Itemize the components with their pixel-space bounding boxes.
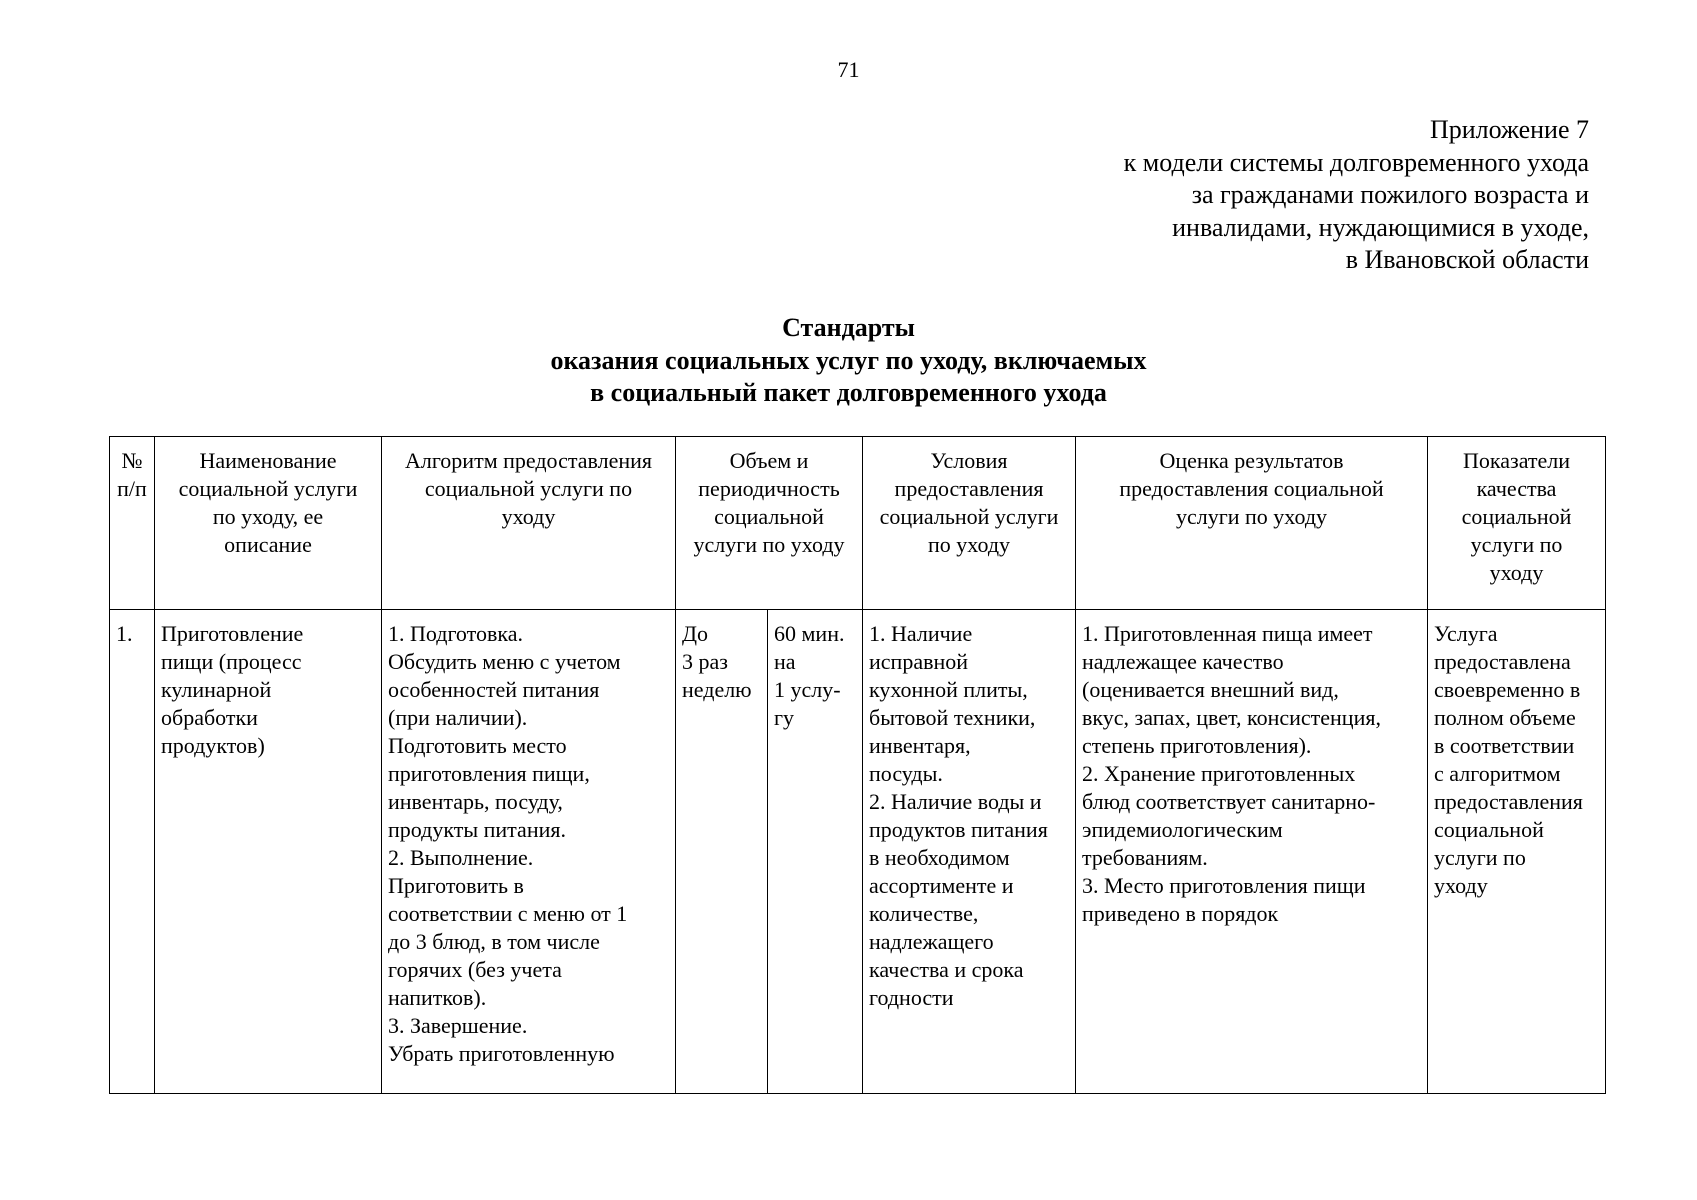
cell-text-line: горячих (без учета bbox=[388, 957, 562, 982]
header-cell-quality bbox=[1428, 437, 1606, 610]
cell-text-line: Приготовление bbox=[161, 621, 304, 646]
cell-text-line: приведено в порядок bbox=[1082, 901, 1279, 926]
appendix-line: за гражданами пожилого возраста и bbox=[1191, 180, 1589, 209]
cell-text-line: 1. bbox=[116, 621, 133, 646]
cell-text-line: услуги по уходу bbox=[693, 532, 845, 557]
cell-text-line: Объем и bbox=[729, 448, 809, 473]
header-cell-service-name bbox=[155, 437, 382, 610]
cell-text-line: Обсудить меню с учетом bbox=[388, 649, 621, 674]
cell-text-line: по уходу, ее bbox=[212, 504, 324, 529]
appendix-reference bbox=[1124, 114, 1589, 277]
cell-text-line: на bbox=[774, 649, 796, 674]
cell-text-line: продукты питания. bbox=[388, 817, 566, 842]
cell-text-line: посуды. bbox=[869, 761, 943, 786]
cell-text-line: услуги по bbox=[1434, 845, 1526, 870]
cell-text-line: 1. Приготовленная пища имеет bbox=[1082, 621, 1373, 646]
cell-text-line: предоставления социальной bbox=[1119, 476, 1384, 501]
header-cell-number bbox=[110, 437, 155, 610]
cell-text-line: инвентаря, bbox=[869, 733, 971, 758]
cell-algorithm bbox=[382, 610, 676, 1094]
title-line: Стандарты bbox=[782, 313, 915, 342]
cell-text-line: требованиям. bbox=[1082, 845, 1208, 870]
cell-text-line: социальной услуги bbox=[178, 476, 358, 501]
page-number: 71 bbox=[837, 57, 860, 82]
appendix-line: к модели системы долговременного ухода bbox=[1123, 147, 1589, 177]
cell-text-line: Оценка результатов bbox=[1159, 448, 1344, 473]
cell-text-line: гу bbox=[774, 705, 795, 730]
appendix-line: в Ивановской области bbox=[1345, 245, 1589, 274]
cell-text-line: услуги по уходу bbox=[1175, 504, 1328, 529]
cell-frequency bbox=[676, 610, 768, 1094]
cell-text-line: соответствии с меню от 1 bbox=[388, 901, 628, 926]
cell-text-line: Наименование bbox=[199, 448, 337, 473]
cell-text-line: социальной bbox=[1434, 817, 1544, 842]
cell-text-line: Подготовить место bbox=[388, 733, 567, 758]
cell-text-line: № bbox=[121, 448, 143, 473]
cell-text-line: уходу bbox=[501, 504, 556, 529]
cell-text-line: годности bbox=[869, 985, 954, 1010]
document-title bbox=[0, 312, 1697, 410]
cell-text-line: услуги по bbox=[1470, 532, 1563, 557]
cell-text-line: 1. Подготовка. bbox=[388, 621, 523, 646]
cell-number bbox=[110, 610, 155, 1094]
cell-text-line: инвентарь, посуду, bbox=[388, 789, 563, 814]
cell-text-line: полном объеме bbox=[1434, 705, 1576, 730]
cell-text-line: напитков). bbox=[388, 985, 487, 1010]
cell-text-line: блюд соответствует санитарно- bbox=[1082, 789, 1376, 814]
appendix-line: инвалидами, нуждающимися в уходе, bbox=[1172, 212, 1589, 242]
standards-table bbox=[109, 436, 1606, 1094]
cell-text-line: Услуга bbox=[1434, 621, 1498, 646]
cell-service-name bbox=[155, 610, 382, 1094]
cell-text-line: приготовления пищи, bbox=[388, 761, 590, 786]
cell-text-line: (при наличии). bbox=[388, 705, 528, 730]
cell-text-line: до 3 блюд, в том числе bbox=[388, 929, 600, 954]
cell-text-line: 1. Наличие bbox=[869, 621, 973, 646]
header-cell-volume-frequency bbox=[676, 437, 863, 610]
cell-text-line: 3. Место приготовления пищи bbox=[1082, 873, 1366, 898]
cell-text-line: 3 раз bbox=[682, 649, 728, 674]
cell-text-line: периодичность bbox=[698, 476, 840, 501]
table-header-row bbox=[110, 437, 1606, 610]
header-cell-algorithm bbox=[382, 437, 676, 610]
cell-text-line: особенностей питания bbox=[388, 677, 600, 702]
cell-text-line: п/п bbox=[117, 476, 147, 501]
cell-text-line: количестве, bbox=[869, 901, 979, 926]
cell-text-line: вкус, запах, цвет, консистенция, bbox=[1082, 705, 1381, 730]
cell-volume bbox=[768, 610, 863, 1094]
cell-text-line: Условия bbox=[930, 448, 1008, 473]
appendix-line: Приложение 7 bbox=[1429, 115, 1589, 144]
cell-text-line: предоставлена bbox=[1434, 649, 1571, 674]
cell-text-line: социальной услуги bbox=[879, 504, 1059, 529]
cell-text-line: 1 услу- bbox=[774, 677, 841, 702]
cell-text-line: качества и срока bbox=[869, 957, 1024, 982]
cell-text-line: кулинарной bbox=[161, 677, 272, 702]
header-cell-conditions bbox=[863, 437, 1076, 610]
cell-text-line: социальной bbox=[1461, 504, 1572, 529]
cell-conditions bbox=[863, 610, 1076, 1094]
cell-text-line: социальной bbox=[714, 504, 824, 529]
cell-text-line: предоставления bbox=[894, 476, 1044, 501]
cell-text-line: своевременно в bbox=[1434, 677, 1581, 702]
cell-quality bbox=[1428, 610, 1606, 1094]
cell-text-line: 60 мин. bbox=[774, 621, 845, 646]
cell-text-line: кухонной плиты, bbox=[869, 677, 1028, 702]
cell-text-line: 2. Выполнение. bbox=[388, 845, 534, 870]
table-row bbox=[110, 610, 1606, 1094]
cell-text-line: надлежащее качество bbox=[1082, 649, 1284, 674]
cell-text-line: Приготовить в bbox=[388, 873, 524, 898]
title-line: оказания социальных услуг по уходу, включаемых bbox=[550, 345, 1147, 375]
cell-text-line: 2. Хранение приготовленных bbox=[1082, 761, 1356, 786]
cell-text-line: в необходимом bbox=[869, 845, 1010, 870]
cell-text-line: в соответствии bbox=[1434, 733, 1575, 758]
cell-text-line: с алгоритмом bbox=[1434, 761, 1561, 786]
cell-text-line: степень приготовления). bbox=[1082, 733, 1312, 758]
cell-text-line: надлежащего bbox=[869, 929, 994, 954]
cell-text-line: предоставления bbox=[1434, 789, 1583, 814]
cell-text-line: 3. Завершение. bbox=[388, 1013, 528, 1038]
cell-text-line: неделю bbox=[682, 677, 752, 702]
cell-text-line: продуктов) bbox=[161, 733, 265, 758]
cell-text-line: Убрать приготовленную bbox=[388, 1041, 615, 1066]
cell-text-line: качества bbox=[1476, 476, 1557, 501]
header-cell-evaluation bbox=[1076, 437, 1428, 610]
cell-text-line: эпидемиологическим bbox=[1082, 817, 1283, 842]
cell-text-line: бытовой техники, bbox=[869, 705, 1036, 730]
cell-text-line: по уходу bbox=[928, 532, 1011, 557]
title-line: в социальный пакет долговременного ухода bbox=[590, 378, 1107, 407]
cell-text-line: исправной bbox=[869, 649, 969, 674]
cell-evaluation bbox=[1076, 610, 1428, 1094]
cell-text-line: Показатели bbox=[1463, 448, 1571, 473]
cell-text-line: уходу bbox=[1489, 560, 1544, 585]
cell-text-line: (оценивается внешний вид, bbox=[1082, 677, 1339, 702]
cell-text-line: продуктов питания bbox=[869, 817, 1048, 842]
cell-text-line: Алгоритм предоставления bbox=[404, 448, 653, 473]
cell-text-line: обработки bbox=[161, 705, 258, 730]
cell-text-line: пищи (процесс bbox=[161, 649, 302, 674]
cell-text-line: социальной услуги по bbox=[424, 476, 633, 501]
cell-text-line: описание bbox=[224, 532, 312, 557]
cell-text-line: 2. Наличие воды и bbox=[869, 789, 1042, 814]
cell-text-line: ассортименте и bbox=[869, 873, 1014, 898]
cell-text-line: уходу bbox=[1434, 873, 1488, 898]
cell-text-line: До bbox=[682, 621, 709, 646]
